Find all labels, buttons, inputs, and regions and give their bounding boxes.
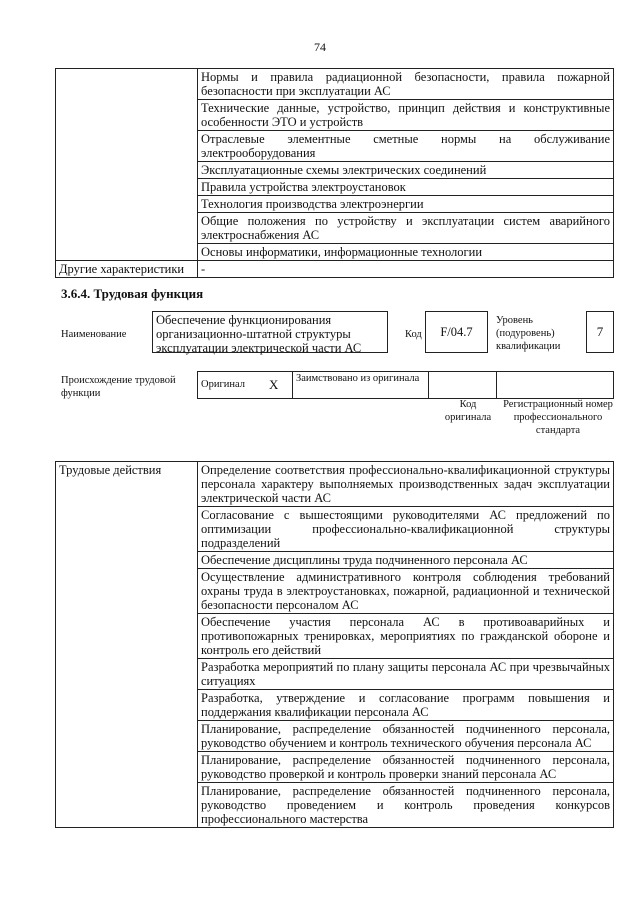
- code-original-caption: Код оригинала: [444, 399, 492, 423]
- level-value-box: 7: [586, 311, 614, 353]
- table-row: [56, 462, 614, 507]
- function-code-box: F/04.7: [425, 311, 488, 353]
- level-label: Уровень (подуровень) квалификации: [496, 315, 561, 352]
- table-cell: Разработка мероприятий по плану защиты персонала АС при чрезвычайных ситуациях: [198, 659, 614, 690]
- table-cell: Общие положения по устройству и эксплуатации систем аварийного электроснабжения АС: [198, 213, 614, 244]
- table-cell: Эксплуатационные схемы электрических соединений: [198, 162, 614, 179]
- origin-table: [197, 371, 614, 399]
- table-cell: Технология производства электроэнергии: [198, 196, 614, 213]
- table-cell: Планирование, распределение обязанностей подчиненного персонала, руководство проверкой и контроль проверки знаний персонала АС: [198, 752, 614, 783]
- table-row: [56, 69, 614, 100]
- code-original-cell: [429, 372, 497, 399]
- page-number: 74: [314, 40, 326, 54]
- section-title: 3.6.4. Трудовая функция: [61, 286, 204, 301]
- table-row: [198, 372, 614, 399]
- table-cell: Обеспечение участия персонала АС в противоаварийных и противопожарных тренировках, мероприятиях по гражданской обороне и контроль его действий: [198, 614, 614, 659]
- borrowed-label: Заимствовано из оригинала: [293, 372, 429, 399]
- function-name-box: Обеспечение функционирования организационно-штатной структуры эксплуатации электрической части АС: [152, 311, 388, 353]
- table-cell: Определение соответствия профессионально-квалификационной структуры персонала характеру выполняемых производственных задач эксплуатации электрической части АС: [198, 462, 614, 507]
- labor-actions-table: [55, 461, 614, 828]
- original-label: Оригинал: [198, 372, 256, 399]
- table-cell: Правила устройства электроустановок: [198, 179, 614, 196]
- table-cell: Планирование, распределение обязанностей подчиненного персонала, руководство обучением и контроль технического обучения персонала АС: [198, 721, 614, 752]
- original-mark: X: [256, 372, 293, 399]
- table-cell: Планирование, распределение обязанностей подчиненного персонала, руководство проведением и контроль проведения конкурсов профессионального мастерства: [198, 783, 614, 828]
- table-cell: Разработка, утверждение и согласование программ повышения и поддержания квалификации персонала АС: [198, 690, 614, 721]
- empty-label-cell: [56, 69, 198, 261]
- other-characteristics-value: -: [198, 261, 614, 278]
- knowledge-table: [55, 68, 614, 278]
- table-cell: Осуществление административного контроля соблюдения требований охраны труда в электроустановках, пожарной, радиационной и технической безопасности персоналом АС: [198, 569, 614, 614]
- reg-number-caption: Регистрационный номер профессионального стандарта: [503, 399, 613, 436]
- table-cell: Основы информатики, информационные технологии: [198, 244, 614, 261]
- table-row: [56, 261, 614, 278]
- table-cell: Технические данные, устройство, принцип действия и конструктивные особенности ЭТО и устройств: [198, 100, 614, 131]
- table-cell: Отраслевые элементные сметные нормы на обслуживание электрооборудования: [198, 131, 614, 162]
- table-cell: Обеспечение дисциплины труда подчиненного персонала АС: [198, 552, 614, 569]
- other-characteristics-label: Другие характеристики: [56, 261, 198, 278]
- reg-number-cell: [497, 372, 614, 399]
- name-label: Наименование: [61, 329, 127, 340]
- table-cell: Нормы и правила радиационной безопасности, правила пожарной безопасности при эксплуатации АС: [198, 69, 614, 100]
- table-cell: Согласование с вышестоящими руководителями АС предложений по оптимизации профессионально-квалификационной структуры подразделений: [198, 507, 614, 552]
- origin-label: Происхождение трудовой функции: [61, 375, 176, 399]
- labor-actions-label: Трудовые действия: [56, 462, 198, 828]
- code-label: Код: [405, 329, 422, 340]
